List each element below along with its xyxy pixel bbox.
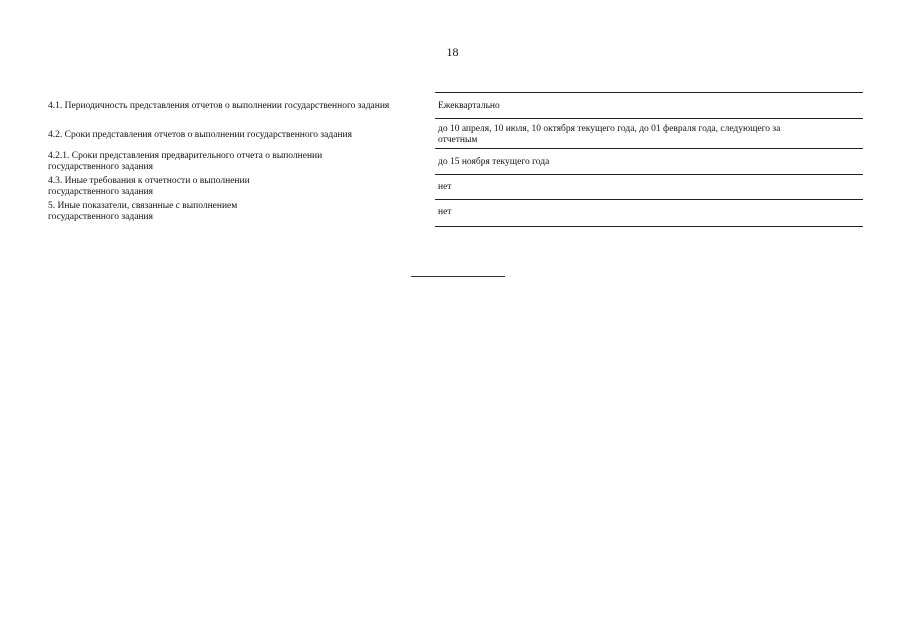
label-line: 4.1. Периодичность представления отчетов о выполнении государственного задания [48, 101, 390, 111]
table-top-rule [435, 92, 863, 93]
label-line: 4.2. Сроки представления отчетов о выполнении государственного задания [48, 130, 352, 140]
label-line: 5. Иные показатели, связанные с выполнением [48, 201, 238, 211]
value-line: отчетным [438, 135, 478, 145]
label-preliminary-report-deadline [48, 151, 322, 173]
page-number: 18 [446, 45, 459, 59]
row-rule [435, 118, 863, 119]
value-preliminary-report-deadline [438, 157, 863, 168]
label-line: 4.2.1. Сроки представления предварительного отчета о выполнении [48, 151, 323, 161]
section-end-rule [411, 276, 505, 277]
value-other-reporting-requirements [438, 182, 863, 193]
label-line: 4.3. Иные требования к отчетности о выполнении [48, 176, 250, 186]
value-reporting-frequency [438, 101, 863, 112]
row-rule [435, 199, 863, 200]
label-reporting-frequency [48, 101, 389, 112]
label-other-indicators [48, 201, 237, 223]
value-line: до 15 ноября текущего года [438, 157, 550, 167]
label-reporting-deadlines [48, 130, 352, 141]
value-line: нет [438, 207, 452, 217]
row-rule [435, 174, 863, 175]
value-line: Ежеквартально [438, 101, 500, 111]
label-line: государственного задания [48, 162, 153, 172]
row-rule [435, 148, 863, 149]
label-line: государственного задания [48, 187, 153, 197]
value-reporting-deadlines [438, 124, 863, 146]
value-line: нет [438, 182, 452, 192]
label-line: государственного задания [48, 212, 153, 222]
value-other-indicators [438, 207, 863, 218]
label-other-reporting-requirements [48, 176, 250, 198]
value-line: до 10 апреля, 10 июля, 10 октября текущего года, до 01 февраля года, следующего за [438, 124, 781, 134]
table-bottom-rule [435, 226, 863, 227]
